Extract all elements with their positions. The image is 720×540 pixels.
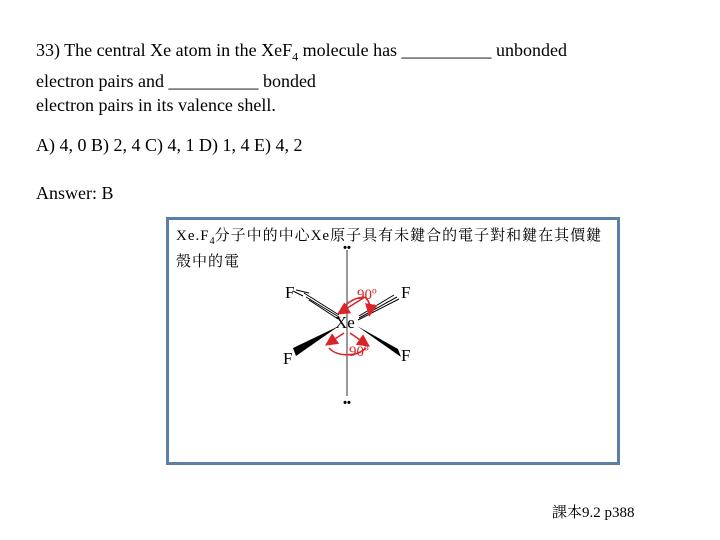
question-line-2: electron pairs and __________ bonded	[36, 70, 316, 91]
subscript-4: 4	[292, 49, 299, 64]
textbook-reference: 課本9.2 p388	[552, 505, 635, 521]
bond-back-left	[293, 290, 339, 319]
lone-pair-bottom: ••	[343, 397, 351, 409]
fluorine-bottom-right: F	[401, 346, 411, 365]
xef4-structure-diagram	[169, 220, 617, 462]
question-text	[36, 38, 676, 117]
angle-label-top: 90º	[357, 287, 377, 303]
angle-arrow-bottom-left	[329, 333, 344, 343]
question-line-3: electron pairs in its valence shell.	[36, 94, 276, 115]
fluorine-top-left: F	[285, 283, 295, 302]
angle-arrow-bottom-right	[350, 333, 366, 344]
fluorine-top-right: F	[401, 283, 411, 302]
question-line-1: 33) The central Xe atom in the XeF$_4$ molecule has __________ unbonded	[36, 40, 568, 64]
answer-choices: A) 4, 0 B) 2, 4 C) 4, 1 D) 1, 4 E) 4, 2	[36, 135, 303, 155]
angle-label-bottom: 90º	[349, 344, 369, 360]
figure-caption: $Xe.F_4$分子中的中心Xe原子具有未鍵合的電子對和鍵在其價鍵殼中的電	[176, 228, 603, 270]
center-atom-xe: Xe	[335, 313, 355, 332]
answer-line: Answer: B	[36, 183, 114, 203]
lone-pair-top: ••	[343, 242, 351, 254]
xef4-figure	[166, 217, 620, 465]
fluorine-bottom-left: F	[283, 349, 293, 368]
